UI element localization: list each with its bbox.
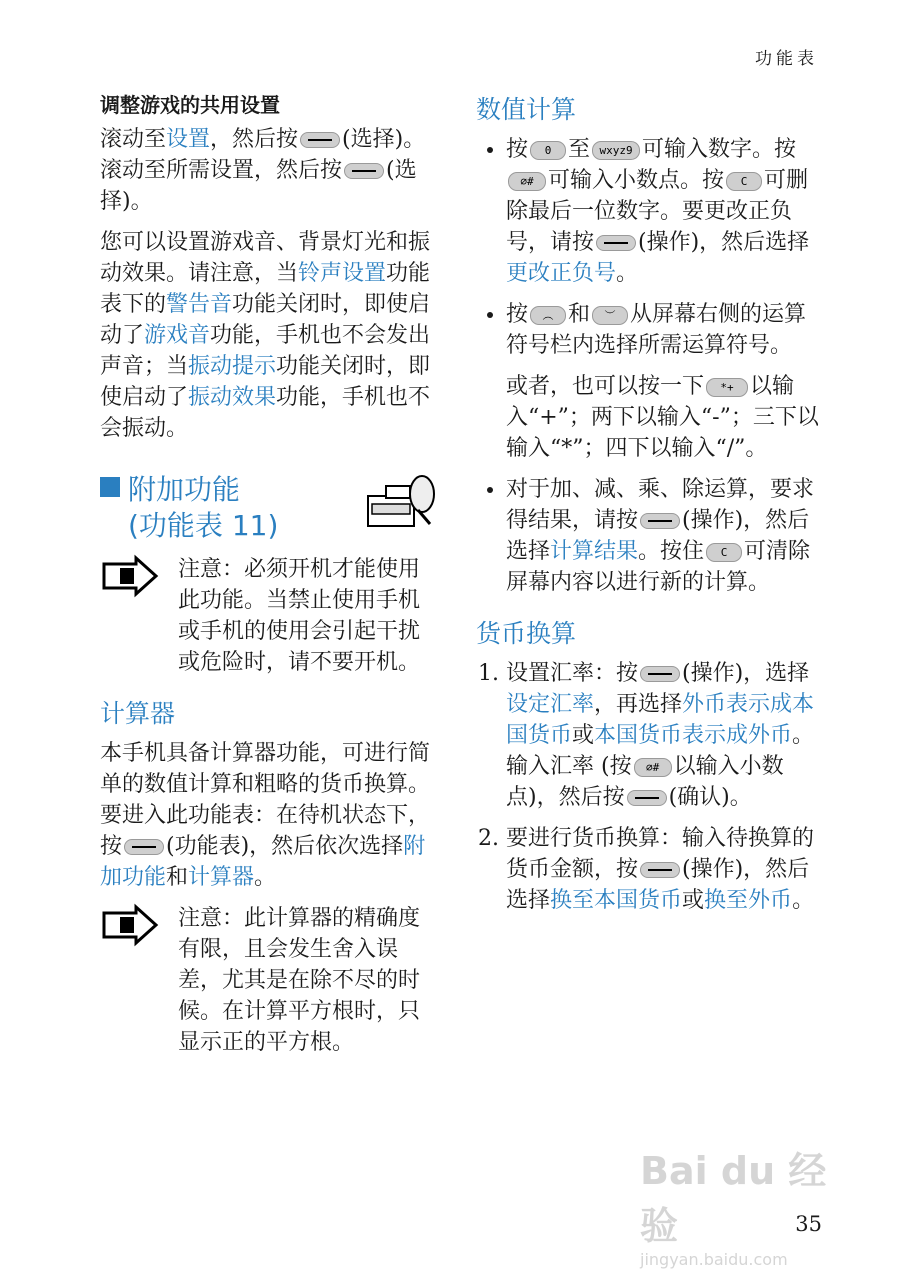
numeric-calc-list — [476, 134, 820, 598]
currency-title: 货币换算 — [476, 619, 577, 648]
key-hash-icon: ⌀# — [634, 758, 672, 777]
game-settings-para1: 滚动至设置，然后按 (选择)。滚动至所需设置，然后按 (选择)。 — [100, 127, 426, 214]
scroll-down-key-icon: ︶ — [592, 306, 628, 325]
scroll-up-key-icon: ︵ — [530, 306, 566, 325]
selection-key-icon — [640, 666, 680, 682]
key-0-icon: 0 — [530, 141, 566, 160]
selection-key-icon — [124, 839, 164, 855]
toolbox-icon — [358, 472, 440, 536]
note-hand-icon — [100, 903, 160, 947]
list-item: • 对于加、减、乘、除运算，要求得结果，请按 (操作)，然后选择计算结果。按住 C 可清除屏幕内容以进行新的计算。 — [506, 474, 820, 598]
square-bullet-icon — [100, 477, 120, 497]
list-item: • 按 ︵ 和 ︶ 从屏幕右侧的运算符号栏内选择所需运算符号。 或者，也可以按一下 *+ 以输入“+”；两下以输入“-”；三下以输入“*”；四下以输入“/”。 — [506, 299, 820, 464]
key-9-icon: wxyz9 — [592, 141, 640, 160]
selection-key-icon — [344, 163, 384, 179]
key-clear-icon: C — [706, 543, 742, 562]
extras-title: 附加功能 — [100, 472, 278, 508]
list-item: • 按 0 至 wxyz9 可输入数字。按⌀# 可输入小数点。按 C 可删除最后一位数字。要更改正负号，请按 (操作)，然后选择更改正负号。 — [506, 134, 820, 289]
selection-key-icon — [300, 132, 340, 148]
page-number: 35 — [795, 1212, 822, 1236]
baidu-watermark: Bai du 经验 jingyan.baidu.com — [640, 1149, 827, 1269]
selection-key-icon — [596, 235, 636, 251]
key-star-icon: *+ — [706, 378, 748, 397]
key-hash-icon: ⌀# — [508, 172, 546, 191]
selection-key-icon — [640, 513, 680, 529]
list-item: 1. 设置汇率：按 (操作)，选择设定汇率，再选择外币表示成本国货币或本国货币表示成外币。输入汇率 (按 ⌀# 以输入小数点)，然后按 (确认)。 — [506, 658, 820, 813]
extras-heading-block — [100, 472, 440, 544]
note-power: 注意：必须开机才能使用此功能。当禁止使用手机或手机的使用会引起干扰或危险时，请不要开机。 — [100, 554, 440, 678]
game-settings-para2: 您可以设置游戏音、背景灯光和振动效果。请注意，当铃声设置功能表下的警告音功能关闭时，即使启动了游戏音功能，手机也不会发出声音；当振动提示功能关闭时，即使启动了振动效果功能，手机也不会振动。 — [100, 230, 431, 441]
list-item: 2. 要进行货币换算：输入待换算的货币金额，按 (操作)，然后选择换至本国货币或换至外币。 — [506, 823, 820, 916]
numeric-calc-title: 数值计算 — [476, 95, 577, 124]
left-column — [100, 90, 440, 1072]
key-clear-icon: C — [726, 172, 762, 191]
note-hand-icon — [100, 554, 160, 598]
operator-alt-text: 或者，也可以按一下 *+ 以输入“+”；两下以输入“-”；三下以输入“*”；四下以输入“/”。 — [506, 374, 819, 461]
game-settings-heading: 调整游戏的共用设置 — [100, 93, 280, 117]
right-column — [476, 90, 820, 926]
calculator-title: 计算器 — [100, 699, 176, 728]
currency-steps — [476, 658, 820, 916]
extras-subtitle: (功能表 11) — [128, 509, 279, 542]
note-precision: 注意：此计算器的精确度有限，且会发生舍入误差，尤其是在除不尽的时候。在计算平方根时，只显示正的平方根。 — [100, 903, 440, 1058]
selection-key-icon — [640, 862, 680, 878]
selection-key-icon — [627, 790, 667, 806]
page-header: 功能表 — [755, 49, 818, 69]
calculator-para: 本手机具备计算器功能，可进行简单的数值计算和粗略的货币换算。要进入此功能表：在待机状态下，按 (功能表)，然后依次选择附加功能和计算器。 — [100, 741, 431, 890]
